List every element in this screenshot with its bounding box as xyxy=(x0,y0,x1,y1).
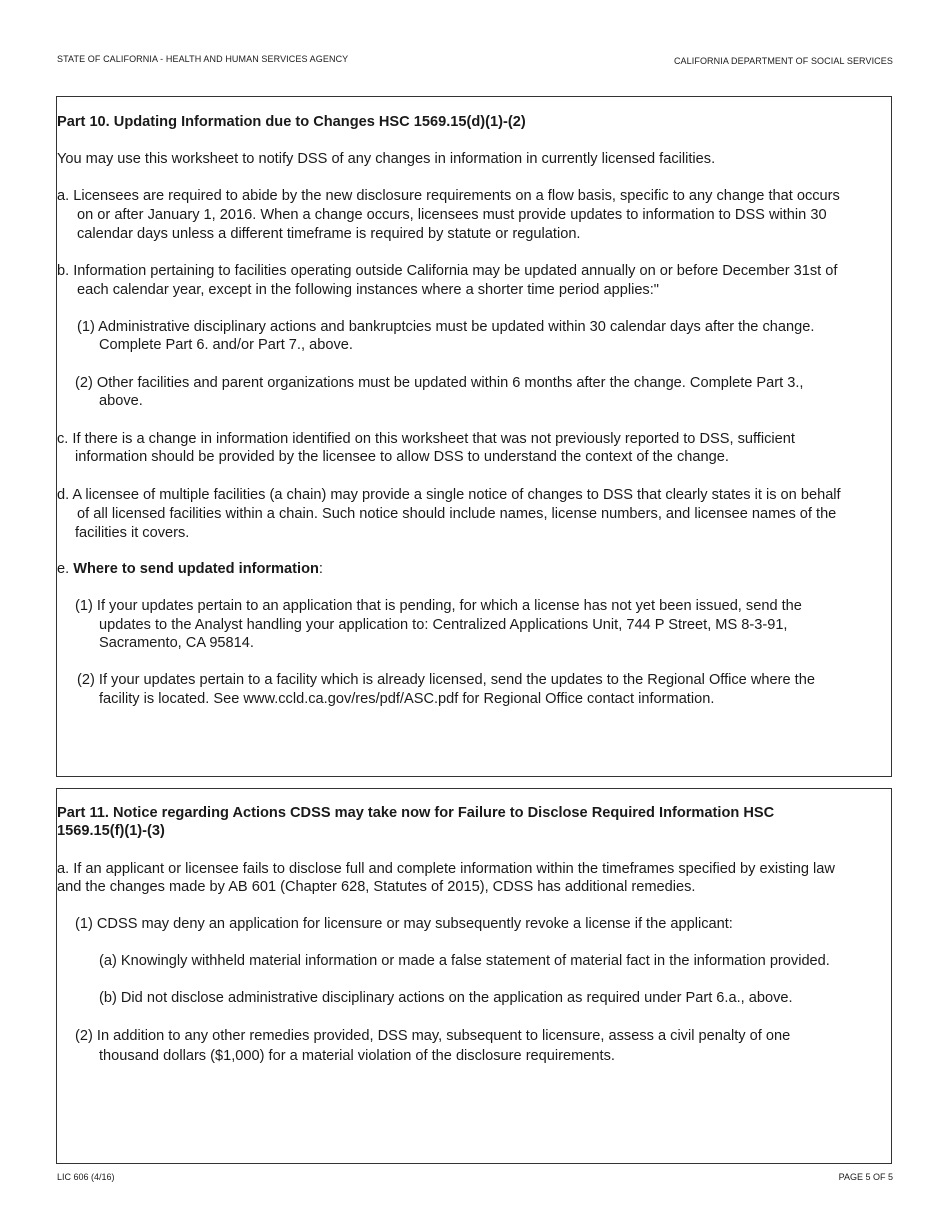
part11-title: Part 11. Notice regarding Actions CDSS may take now for Failure to Disclose Required Information HSC xyxy=(57,805,775,821)
paragraph-line: each calendar year, except in the following instances where a shorter time period applies:" xyxy=(77,282,659,298)
part10-title: Part 10. Updating Information due to Changes HSC 1569.15(d)(1)-(2) xyxy=(57,114,526,130)
paragraph-line: facilities it covers. xyxy=(75,525,190,541)
part11-item-a1a: (a) Knowingly withheld material information or made a false statement of material fact in the information provided. xyxy=(99,953,830,969)
part11-title-cont: 1569.15(f)(1)-(3) xyxy=(57,823,165,839)
paragraph-line: calendar days unless a different timeframe is required by statute or regulation. xyxy=(77,226,581,242)
paragraph-line: on or after January 1, 2016. When a change occurs, licensees must provide updates to information to DSS within 30 xyxy=(77,207,827,223)
paragraph-line: Sacramento, CA 95814. xyxy=(99,635,254,651)
header-department: CALIFORNIA DEPARTMENT OF SOCIAL SERVICES xyxy=(673,56,893,66)
paragraph-line: Complete Part 6. and/or Part 7., above. xyxy=(99,337,353,353)
part11-item-a1: (1) CDSS may deny an application for licensure or may subsequently revoke a license if the applicant: xyxy=(75,916,733,932)
header-agency: STATE OF CALIFORNIA - HEALTH AND HUMAN SERVICES AGENCY xyxy=(57,54,349,64)
paragraph-line: updates to the Analyst handling your application to: Centralized Applications Unit, 744 P Street, MS 8-3-91, xyxy=(99,617,788,633)
paragraph-line: (2) Other facilities and parent organizations must be updated within 6 months after the change. Complete Part 3., xyxy=(75,375,804,391)
footer-page-number: PAGE 5 OF 5 xyxy=(838,1172,893,1182)
part10-section xyxy=(56,96,892,777)
part10-intro: You may use this worksheet to notify DSS of any changes in information in currently licensed facilities. xyxy=(57,151,716,167)
paragraph-line: of all licensed facilities within a chain. Such notice should include names, license numbers, and licensee names of the xyxy=(77,506,837,522)
part11-item-a1b: (b) Did not disclose administrative disciplinary actions on the application as required under Part 6.a., above. xyxy=(99,990,793,1006)
paragraph-line: b. Information pertaining to facilities operating outside California may be updated annually on or before December 31st of xyxy=(57,263,838,279)
paragraph-line: thousand dollars ($1,000) for a material violation of the disclosure requirements. xyxy=(99,1048,615,1064)
paragraph-line: (1) If your updates pertain to an application that is pending, for which a license has not yet been issued, send the xyxy=(75,598,802,614)
footer-form-id: LIC 606 (4/16) xyxy=(57,1172,115,1182)
paragraph-line: (2) If your updates pertain to a facility which is already licensed, send the updates to the Regional Office where the xyxy=(77,672,815,688)
paragraph-line: facility is located. See www.ccld.ca.gov/res/pdf/ASC.pdf for Regional Office contact information. xyxy=(99,691,715,707)
paragraph-line: d. A licensee of multiple facilities (a chain) may provide a single notice of changes to DSS that clearly states it is on behalf xyxy=(57,487,841,503)
paragraph-line: information should be provided by the licensee to allow DSS to understand the context of the change. xyxy=(75,449,729,465)
paragraph-line: a. If an applicant or licensee fails to disclose full and complete information within the timeframes specified by existing law xyxy=(57,861,835,877)
where-to-send-heading: Where to send updated information xyxy=(73,561,319,577)
paragraph-line: above. xyxy=(99,393,143,409)
item-e-colon: : xyxy=(318,561,323,577)
paragraph-line: (2) In addition to any other remedies provided, DSS may, subsequent to licensure, assess a civil penalty of one xyxy=(75,1028,791,1044)
part11-section xyxy=(56,788,892,1164)
paragraph-line: and the changes made by AB 601 (Chapter 628, Statutes of 2015), CDSS has additional remedies. xyxy=(57,879,696,895)
paragraph-line: (1) Administrative disciplinary actions and bankruptcies must be updated within 30 calendar days after the change. xyxy=(77,319,815,335)
item-e-prefix: e. xyxy=(57,561,74,577)
part10-item-e xyxy=(57,560,323,578)
paragraph-line: a. Licensees are required to abide by the new disclosure requirements on a flow basis, specific to any change that occurs xyxy=(57,188,840,204)
paragraph-line: c. If there is a change in information identified on this worksheet that was not previously reported to DSS, sufficient xyxy=(57,431,795,447)
